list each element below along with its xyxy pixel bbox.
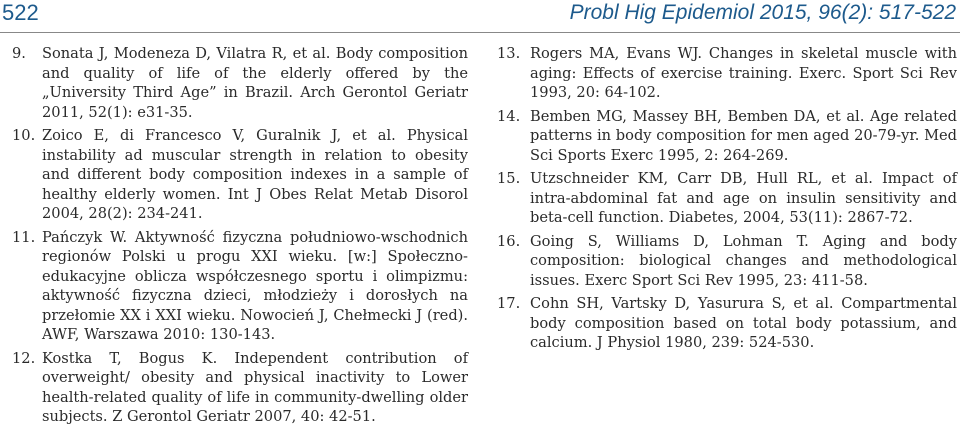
reference-number: 15. bbox=[497, 170, 521, 187]
reference-text: Bemben MG, Massey BH, Bemben DA, et al. Age related patterns in body composition for men aged 20-79-yr. Med Sci Sports Exerc 1995, 2: 264-269. bbox=[530, 107, 957, 164]
reference-text: Zoico E, di Francesco V, Guralnik J, et al. Physical instability ad muscular strength in relation to obesity and different body composition indexes in a sample of healthy elderly women. Int J Obes Relat Metab Disorol 2004, 28(2): 234-241. bbox=[42, 127, 468, 222]
reference-item bbox=[12, 228, 468, 345]
reference-text: Utzschneider KM, Carr DB, Hull RL, et al. Impact of intra-abdominal fat and age on insulin sensitivity and beta-cell function. Diabetes, 2004, 53(11): 2867-72. bbox=[530, 170, 957, 226]
reference-text: Kostka T, Bogus K. Independent contribution of overweight/ obesity and physical inactivity to Lower health-related quality of life in community-dwelling older subjects. Z Gerontol Geriatr 2007, 40: 42-51. bbox=[42, 349, 468, 425]
reference-item bbox=[12, 126, 468, 224]
journal-citation: Probl Hig Epidemiol 2015, 96(2): 517-522 bbox=[569, 1, 956, 24]
reference-item bbox=[497, 169, 957, 228]
page-header bbox=[0, 0, 960, 33]
reference-item bbox=[12, 44, 468, 122]
reference-item bbox=[497, 107, 957, 166]
reference-number: 10. bbox=[12, 127, 36, 144]
reference-text: Going S, Williams D, Lohman T. Aging and body composition: biological changes and methodological issues. Exerc Sport Sci Rev 1995, 23: 411-58. bbox=[530, 232, 957, 289]
reference-item bbox=[497, 44, 957, 103]
reference-text: Cohn SH, Vartsky D, Yasurura S, et al. Compartmental body composition based on total body potassium, and calcium. J Physiol 1980, 239: 524-530. bbox=[530, 295, 957, 351]
page-number: 522 bbox=[2, 0, 39, 25]
reference-number: 9. bbox=[12, 45, 26, 62]
reference-text: Sonata J, Modeneza D, Vilatra R, et al. Body composition and quality of life of the elderly offered by the „University Third Age” in Brazil. Arch Gerontol Geriatr 2011, 52(1): e31-35. bbox=[42, 45, 468, 121]
reference-text: Rogers MA, Evans WJ. Changes in skeletal muscle with aging: Effects of exercise training. Exerc. Sport Sci Rev 1993, 20: 64-102. bbox=[530, 45, 957, 101]
reference-item bbox=[497, 232, 957, 291]
reference-number: 12. bbox=[12, 349, 36, 367]
reference-number: 17. bbox=[497, 295, 521, 312]
reference-number: 11. bbox=[12, 228, 36, 246]
reference-text: Pańczyk W. Aktywność fizyczna południowo-wschodnich regionów Polski u progu XXI wieku. [w:] Społeczno-edukacyjne oblicza współczesnego sportu i olimpizmu: aktywność fizyczna dzieci, młodzieży i dorosłych na przełomie XX i XXI wieku. Nowocień J, Chełmecki J (red). AWF, Warszawa 2010: 130-143. bbox=[42, 228, 468, 343]
references-right-column bbox=[497, 44, 957, 357]
reference-number: 16. bbox=[497, 232, 521, 250]
reference-number: 13. bbox=[497, 45, 521, 62]
reference-number: 14. bbox=[497, 107, 521, 125]
reference-item bbox=[497, 294, 957, 353]
reference-item bbox=[12, 349, 468, 427]
references-left-column bbox=[12, 44, 468, 431]
